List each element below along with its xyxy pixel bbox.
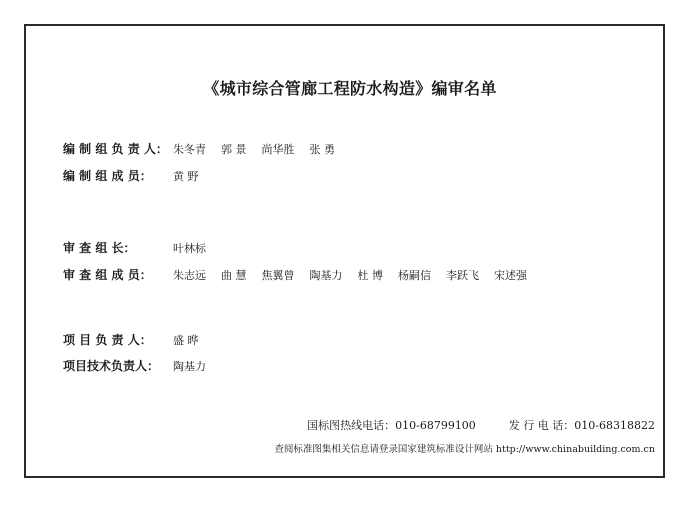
label-compile-members: 编 制 组 成 员： — [63, 169, 152, 183]
row-compile-lead — [63, 140, 335, 157]
label-review-lead: 审 查 组 长： — [63, 241, 136, 255]
row-review-lead — [63, 239, 206, 256]
name-item: 曲 慧 — [221, 269, 247, 282]
row-compile-members — [63, 167, 199, 184]
names-review-lead — [173, 240, 206, 256]
footer-hotline: 国标图热线电话：010-68799100 发 行 电 话：010-68318822 — [307, 419, 655, 432]
name-item: 朱志远 — [173, 269, 206, 282]
name-item: 朱冬青 — [173, 143, 206, 156]
name-item: 杨嗣信 — [398, 269, 431, 282]
name-item: 盛 晔 — [173, 334, 199, 347]
names-compile-members — [173, 168, 199, 184]
name-item: 叶林标 — [173, 242, 206, 255]
names-project-lead — [173, 332, 199, 348]
label-project-lead: 项 目 负 责 人： — [63, 333, 152, 347]
name-item: 李跃飞 — [446, 269, 479, 282]
names-compile-lead — [173, 141, 335, 157]
name-item: 陶基力 — [309, 269, 343, 282]
label-compile-lead: 编 制 组 负 责 人： — [63, 142, 168, 156]
names-tech-lead — [173, 358, 206, 374]
row-tech-lead — [63, 357, 206, 374]
name-item: 陶基力 — [173, 360, 206, 373]
name-item: 张 勇 — [309, 143, 335, 156]
names-review-members — [173, 267, 527, 283]
page-title: 《城市综合管廊工程防水构造》编审名单 — [203, 79, 497, 98]
label-tech-lead: 项目技术负责人： — [63, 359, 160, 373]
name-item: 宋述强 — [494, 269, 527, 282]
footer-website-note: 查阅标准图集相关信息请登录国家建筑标准设计网站 http://www.chinabuilding.com.cn — [274, 444, 655, 455]
name-item: 郭 景 — [221, 143, 247, 156]
row-project-lead — [63, 331, 199, 348]
row-review-members — [63, 266, 527, 283]
name-item: 杜 博 — [357, 269, 383, 282]
name-item: 焦翼曾 — [261, 269, 295, 282]
label-review-members: 审 查 组 成 员： — [63, 268, 152, 282]
name-item: 黄 野 — [173, 170, 199, 183]
name-item: 尚华胜 — [261, 143, 295, 156]
